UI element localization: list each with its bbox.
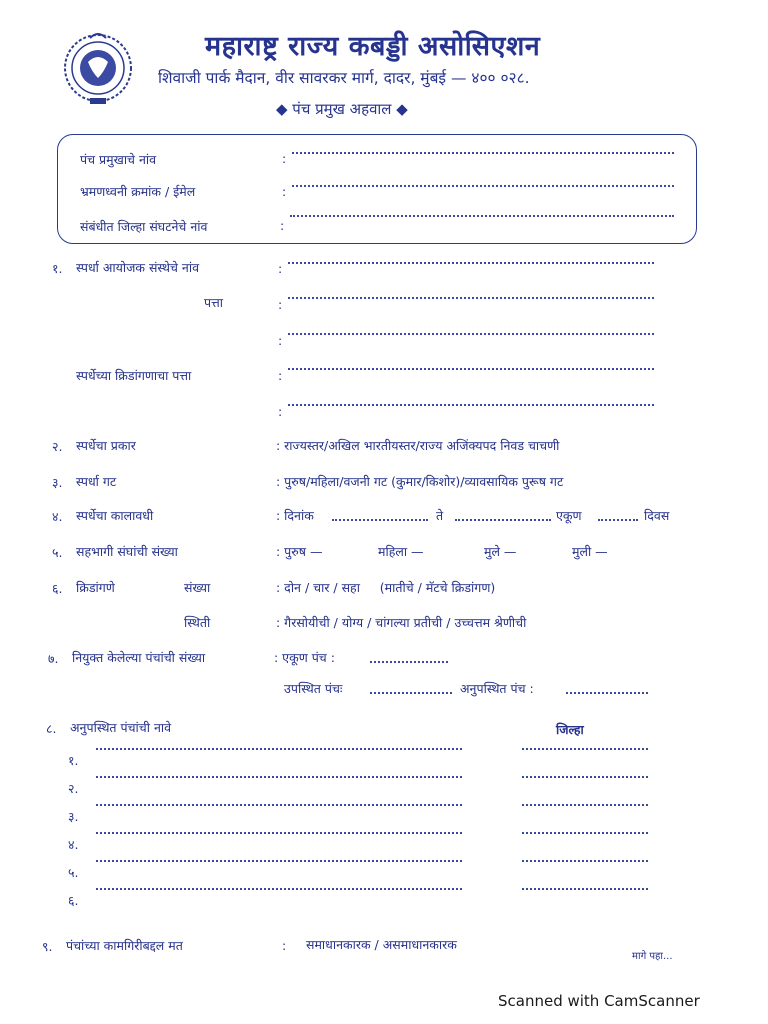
- q4-number: ४.: [52, 509, 63, 524]
- colon: :: [278, 297, 283, 312]
- present-referees-field[interactable]: [370, 692, 452, 694]
- q6-number: ६.: [52, 581, 63, 596]
- appointed-referees-label: नियुक्त केलेल्या पंचांची संख्या: [72, 650, 206, 665]
- q2-number: २.: [52, 439, 63, 454]
- chief-name-field[interactable]: [292, 152, 674, 154]
- participating-teams-label: सहभागी संघांची संख्या: [76, 544, 178, 559]
- days-label: दिवस: [644, 508, 670, 523]
- absent-row-number: ४.: [68, 837, 79, 852]
- girls-teams[interactable]: मुली —: [572, 544, 608, 559]
- q3-number: ३.: [52, 475, 63, 490]
- q8-number: ८.: [46, 721, 57, 736]
- absent-name-field-6[interactable]: [96, 888, 462, 890]
- total-days-field[interactable]: [598, 519, 638, 521]
- competition-type-label: स्पर्धेचा प्रकार: [76, 438, 136, 453]
- absent-district-field-2[interactable]: [522, 776, 648, 778]
- absent-name-field-1[interactable]: [96, 748, 462, 750]
- colon: :: [280, 218, 285, 233]
- to-label: ते: [436, 508, 444, 523]
- q5-number: ५.: [52, 545, 63, 560]
- address-label: पत्ता: [204, 295, 223, 310]
- colon: :: [282, 184, 287, 199]
- grounds-status-options[interactable]: : गैरसोयीची / योग्य / चांगल्या प्रतीची / उच्चत्तम श्रेणीची: [276, 615, 527, 630]
- association-address: शिवाजी पार्क मैदान, वीर सावरकर मार्ग, दादर, मुंबई — ४०० ०२८.: [158, 69, 530, 87]
- total-label: एकूण: [556, 508, 582, 523]
- absent-referees-names-label: अनुपस्थित पंचांची नावे: [70, 720, 172, 735]
- ground-address-field-1[interactable]: [288, 368, 654, 370]
- absent-name-field-4[interactable]: [96, 832, 462, 834]
- colon: :: [278, 333, 283, 348]
- absent-name-field-5[interactable]: [96, 860, 462, 862]
- referee-performance-label: पंचांच्या कामगिरीबद्दल मत: [66, 938, 183, 953]
- boys-teams[interactable]: मुले —: [484, 544, 517, 559]
- absent-row-number: २.: [68, 781, 79, 796]
- colon: :: [282, 938, 287, 953]
- colon: :: [278, 404, 283, 419]
- grounds-count-options[interactable]: : दोन / चार / सहा (मातीचे / मॅटचे क्रिडांगण): [276, 580, 496, 595]
- absent-name-field-3[interactable]: [96, 804, 462, 806]
- end-date-field[interactable]: [455, 519, 551, 521]
- colon: :: [278, 368, 283, 383]
- colon: :: [282, 151, 287, 166]
- competition-group-options[interactable]: : पुरुष/महिला/वजनी गट (कुमार/किशोर)/व्यावसायिक पुरूष गट: [276, 474, 564, 489]
- please-turn-over: मागे पहा...: [632, 951, 673, 962]
- total-referees-label: : एकूण पंच :: [274, 650, 335, 665]
- absent-district-field-5[interactable]: [522, 860, 648, 862]
- absent-row-number: १.: [68, 753, 79, 768]
- present-referees-label: उपस्थित पंचः: [284, 681, 343, 696]
- mobile-email-label: भ्रमणध्वनी क्रमांक / ईमेल: [80, 184, 196, 199]
- colon: :: [278, 261, 283, 276]
- scanner-watermark: Scanned with CamScanner: [498, 992, 700, 1010]
- women-teams[interactable]: महिला —: [378, 544, 424, 559]
- association-title: महाराष्ट्र राज्य कबड्डी असोसिएशन: [205, 31, 541, 62]
- district-column-header: जिल्हा: [556, 722, 584, 737]
- district-association-field[interactable]: [290, 215, 674, 217]
- ground-address-label: स्पर्धेच्या क्रिडांगणाचा पत्ता: [76, 368, 192, 383]
- organizer-name-field[interactable]: [288, 262, 654, 264]
- address-field-2[interactable]: [288, 333, 654, 335]
- absent-referees-label: अनुपस्थित पंच :: [460, 681, 534, 696]
- q9-number: ९.: [42, 939, 53, 954]
- ground-address-field-2[interactable]: [288, 404, 654, 406]
- organizer-name-label: स्पर्धा आयोजक संस्थेचे नांव: [76, 260, 200, 275]
- grounds-label: क्रिडांगणे: [76, 580, 115, 595]
- address-field-1[interactable]: [288, 297, 654, 299]
- grounds-status-label: स्थिती: [184, 615, 211, 630]
- grounds-count-label: संख्या: [184, 580, 211, 595]
- performance-options[interactable]: समाधानकारक / असमाधानकारक: [306, 937, 457, 952]
- men-teams[interactable]: : पुरुष —: [276, 544, 323, 559]
- mobile-email-field[interactable]: [292, 185, 674, 187]
- chief-name-label: पंच प्रमुखाचे नांव: [80, 152, 157, 167]
- association-logo: [60, 28, 136, 108]
- absent-name-field-2[interactable]: [96, 776, 462, 778]
- absent-district-field-3[interactable]: [522, 804, 648, 806]
- competition-type-options[interactable]: : राज्यस्तर/अखिल भारतीयस्तर/राज्य अजिंक्यपद निवड चाचणी: [276, 438, 560, 453]
- competition-group-label: स्पर्धा गट: [76, 474, 117, 489]
- absent-row-number: ६.: [68, 893, 79, 908]
- district-association-label: संबंधीत जिल्हा संघटनेचे नांव: [80, 219, 208, 234]
- absent-district-field-4[interactable]: [522, 832, 648, 834]
- start-date-field[interactable]: [332, 519, 428, 521]
- absent-row-number: ३.: [68, 809, 79, 824]
- q7-number: ७.: [48, 651, 59, 666]
- absent-district-field-6[interactable]: [522, 888, 648, 890]
- q1-number: १.: [52, 261, 63, 276]
- total-referees-field[interactable]: [370, 661, 448, 663]
- absent-district-field-1[interactable]: [522, 748, 648, 750]
- report-title: ◆ पंच प्रमुख अहवाल ◆: [276, 100, 408, 118]
- competition-duration-label: स्पर्धेचा कालावधी: [76, 508, 154, 523]
- date-label: : दिनांक: [276, 508, 314, 523]
- absent-referees-field[interactable]: [566, 692, 648, 694]
- absent-row-number: ५.: [68, 865, 79, 880]
